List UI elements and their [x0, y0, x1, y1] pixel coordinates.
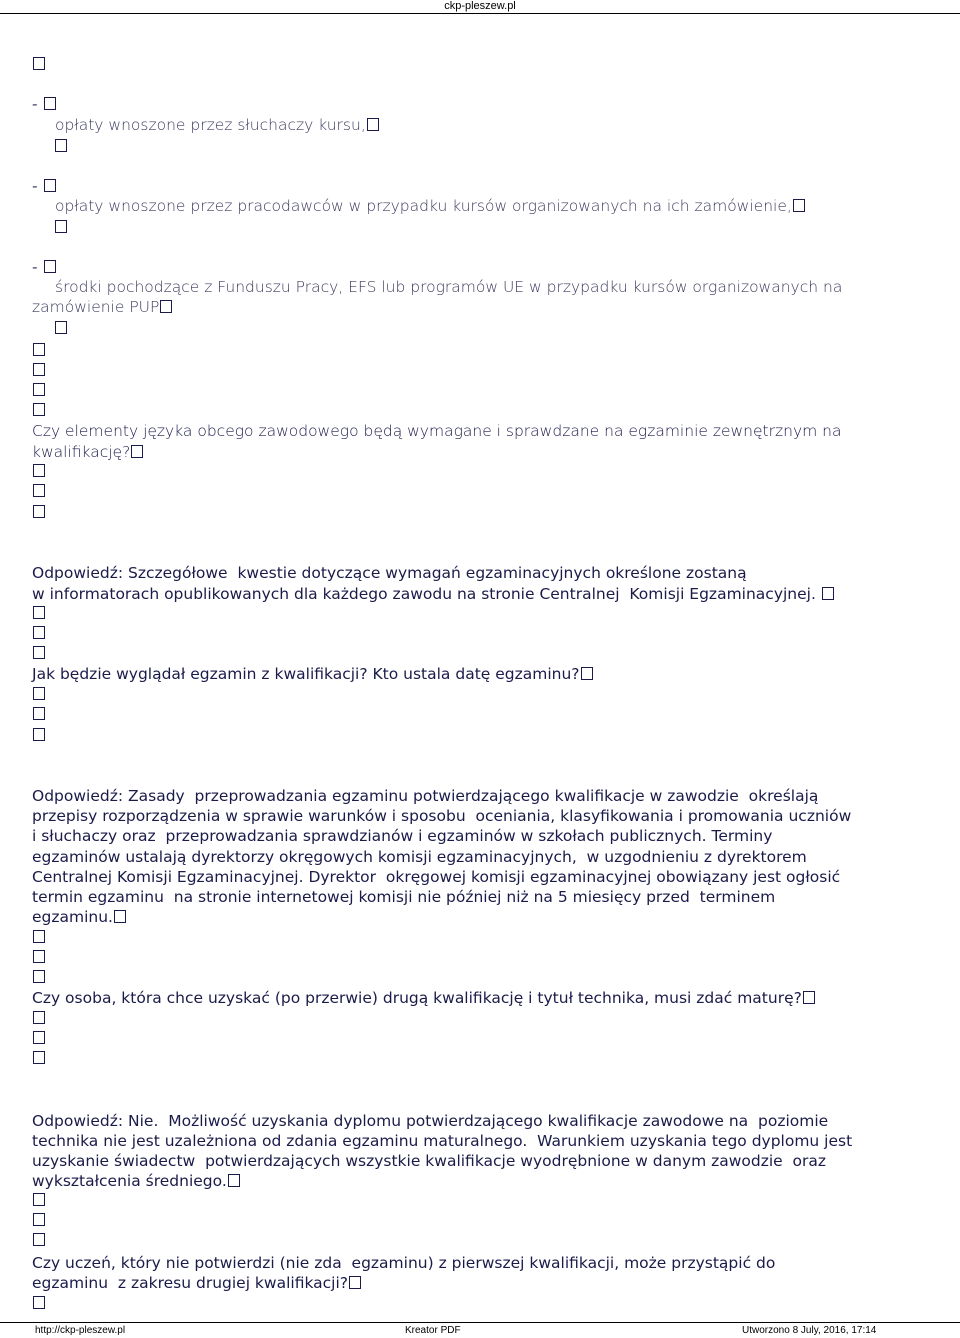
- list-item-3-cont: zamówienie PUP: [32, 297, 172, 317]
- answer-3-line-2: technika nie jest uzależniona od zdania egzaminu maturalnego. Warunkiem uzyskania tego dyplomu jest: [32, 1132, 853, 1150]
- answer-3-line-4: wykształcenia średniego.: [32, 1171, 240, 1191]
- answer-2: Odpowiedź: Zasady przeprowadzania egzaminu potwierdzającego kwalifikacje w zawodzie określają: [32, 787, 819, 805]
- list-item-3-marker: -: [32, 257, 56, 277]
- answer-1: Odpowiedź: Szczegółowe kwestie dotyczące wymagań egzaminacyjnych określone zostaną: [32, 564, 747, 582]
- box-glyph: [33, 1213, 45, 1226]
- question-4-cont: egzaminu z zakresu drugiej kwalifikacji?: [32, 1273, 361, 1293]
- answer-2-line-2: przepisy rozporządzenia w sprawie warunków i sposobu oceniania, klasyfikowania i promowania uczniów: [32, 807, 852, 825]
- list-item-1: opłaty wnoszone przez słuchaczy kursu,: [55, 115, 379, 135]
- box-glyph: [33, 707, 45, 720]
- box-glyph: [33, 970, 45, 983]
- list-item-1-marker: -: [32, 94, 56, 114]
- box-glyph: [33, 505, 45, 518]
- footer-creator: Kreator PDF: [405, 1325, 461, 1336]
- answer-2-line-3: i słuchaczy oraz przeprowadzania sprawdzianów i egzaminów w szkołach publicznych. Terminy: [32, 827, 773, 845]
- box-glyph: [33, 363, 45, 376]
- page-footer: [0, 1322, 960, 1338]
- footer-url: http://ckp-pleszew.pl: [35, 1325, 126, 1336]
- box-glyph: [55, 321, 67, 334]
- box-glyph: [33, 930, 45, 943]
- box-glyph: [33, 464, 45, 477]
- box-glyph: [33, 383, 45, 396]
- box-glyph: [33, 606, 45, 619]
- question-1-cont: kwalifikację?: [32, 442, 143, 462]
- answer-2-line-4: egzaminów ustalają dyrektorzy okręgowych komisji egzaminacyjnych, w uzgodnieniu z dyrektorem: [32, 848, 807, 866]
- question-4: Czy uczeń, który nie potwierdzi (nie zda egzaminu) z pierwszej kwalifikacji, może przystąpić do: [32, 1254, 776, 1272]
- answer-2-line-5: Centralnej Komisji Egzaminacyjnej. Dyrektor okręgowej komisji egzaminacyjnej obowiązany jest ogłosić: [32, 868, 841, 886]
- box-glyph: [55, 220, 67, 233]
- box-glyph: [33, 1051, 45, 1064]
- box-glyph: [33, 1296, 45, 1309]
- page-header: [0, 0, 960, 14]
- question-1: Czy elementy języka obcego zawodowego będą wymagane i sprawdzane na egzaminie zewnętrznym na: [32, 422, 842, 440]
- box-glyph: [33, 343, 45, 356]
- header-rule: [0, 13, 960, 14]
- question-2: Jak będzie wyglądał egzamin z kwalifikacji? Kto ustala datę egzaminu?: [32, 664, 593, 684]
- answer-2-line-6: termin egzaminu na stronie internetowej komisji nie później niż na 5 miesięcy przed terminem: [32, 888, 776, 906]
- box-glyph: [33, 403, 45, 416]
- box-glyph: [55, 139, 67, 152]
- question-3: Czy osoba, która chce uzyskać (po przerwie) drugą kwalifikację i tytuł technika, musi zdać maturę?: [32, 988, 815, 1008]
- box-glyph: [33, 646, 45, 659]
- box-glyph: [33, 57, 45, 70]
- box-glyph: [33, 950, 45, 963]
- list-item-3: środki pochodzące z Funduszu Pracy, EFS lub programów UE w przypadku kursów organizowanych na: [55, 278, 843, 296]
- box-glyph: [33, 626, 45, 639]
- answer-3-line-3: uzyskanie świadectw potwierdzających wszystkie kwalifikacje wyodrębnione w danym zawodzie oraz: [32, 1152, 827, 1170]
- answer-2-line-7: egzaminu.: [32, 907, 126, 927]
- answer-1-cont: w informatorach opublikowanych dla każdego zawodu na stronie Centralnej Komisji Egzaminacyjnej.: [32, 584, 834, 604]
- box-glyph: [33, 1011, 45, 1024]
- box-glyph: [33, 687, 45, 700]
- header-site: ckp-pleszew.pl: [444, 0, 516, 12]
- box-glyph: [33, 728, 45, 741]
- list-item-2: opłaty wnoszone przez pracodawców w przypadku kursów organizowanych na ich zamówienie,: [55, 196, 805, 216]
- answer-3: Odpowiedź: Nie. Możliwość uzyskania dyplomu potwierdzającego kwalifikacje zawodowe na poziomie: [32, 1112, 829, 1130]
- footer-rule: [0, 1322, 960, 1323]
- box-glyph: [33, 1031, 45, 1044]
- box-glyph: [33, 1233, 45, 1246]
- box-glyph: [33, 484, 45, 497]
- footer-created: Utworzono 8 July, 2016, 17:14: [742, 1325, 877, 1336]
- box-glyph: [33, 1193, 45, 1206]
- list-item-2-marker: -: [32, 176, 56, 196]
